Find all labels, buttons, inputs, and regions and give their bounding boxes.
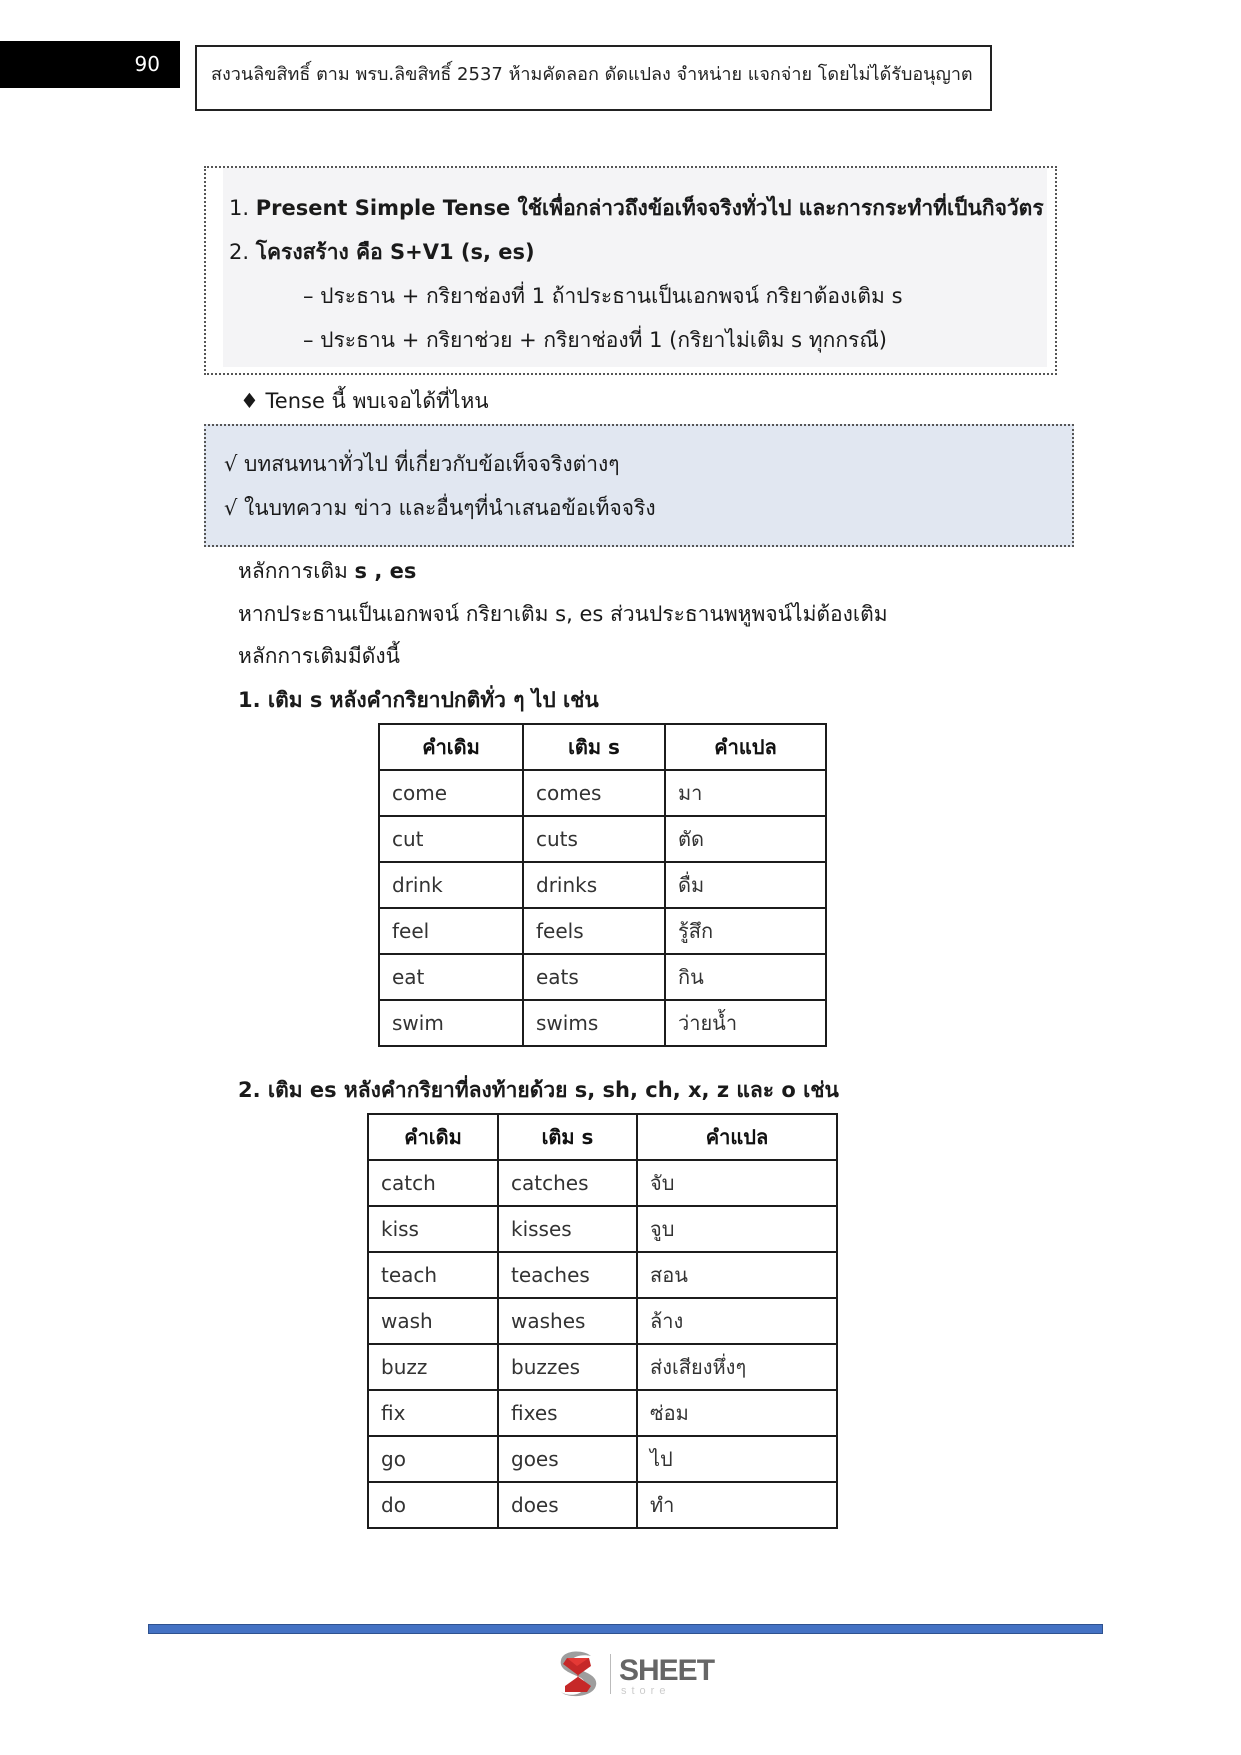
logo-divider [610, 1654, 611, 1694]
meaning-cell: ล้าง [637, 1298, 837, 1344]
where-box [204, 424, 1074, 547]
where-item: √ บทสนทนาทั่วไป ที่เกี่ยวกับข้อเท็จจริงต่างๆ [224, 452, 620, 476]
meaning-cell: ไป [637, 1436, 837, 1482]
base-word-cell: swim [379, 1000, 523, 1046]
table-header-row [379, 724, 826, 770]
table-row [379, 954, 826, 1000]
added-form-cell: does [498, 1482, 637, 1528]
intro-line-1-number: 1. [229, 196, 250, 220]
base-word-cell: come [379, 770, 523, 816]
base-word-cell: eat [379, 954, 523, 1000]
sheet-store-logo [553, 1650, 723, 1698]
added-form-cell: cuts [523, 816, 665, 862]
add-s-table [378, 723, 827, 1047]
base-word-cell: do [368, 1482, 498, 1528]
table-row [368, 1160, 837, 1206]
table-row [379, 816, 826, 862]
table-row [368, 1344, 837, 1390]
table-row [368, 1298, 837, 1344]
meaning-cell: จับ [637, 1160, 837, 1206]
base-word-cell: kiss [368, 1206, 498, 1252]
intro-background [223, 168, 1047, 367]
base-word-cell: go [368, 1436, 498, 1482]
intro-line-1 [229, 192, 1044, 225]
rules-title [238, 555, 416, 588]
table-row [379, 908, 826, 954]
sheet-s-logo-icon [553, 1650, 605, 1698]
added-form-cell: goes [498, 1436, 637, 1482]
meaning-cell: กิน [665, 954, 826, 1000]
structure-bullet-1: – ประธาน + กริยาช่องที่ 1 ถ้าประธานเป็นเอกพจน์ กริยาต้องเติม s [303, 284, 903, 308]
where-item: √ ในบทความ ข่าว และอื่นๆที่นำเสนอข้อเท็จจริง [224, 496, 656, 520]
base-word-cell: teach [368, 1252, 498, 1298]
header-add-s: เติม s [523, 724, 665, 770]
added-form-cell: catches [498, 1160, 637, 1206]
meaning-cell: สอน [637, 1252, 837, 1298]
table-row [368, 1206, 837, 1252]
added-form-cell: drinks [523, 862, 665, 908]
add-es-table [367, 1113, 838, 1529]
base-word-cell: fix [368, 1390, 498, 1436]
added-form-cell: comes [523, 770, 665, 816]
header-add-s: เติม s [498, 1114, 637, 1160]
copyright-notice: สงวนลิขสิทธิ์ ตาม พรบ.ลิขสิทธิ์ 2537 ห้ามคัดลอก ดัดแปลง จำหน่าย แจกจ่าย โดยไม่ได้รับอนุญาต [195, 45, 992, 111]
added-form-cell: feels [523, 908, 665, 954]
page-number: 90 [0, 41, 180, 88]
added-form-cell: eats [523, 954, 665, 1000]
meaning-cell: ตัด [665, 816, 826, 862]
header-base-word: คำเดิม [379, 724, 523, 770]
added-form-cell: swims [523, 1000, 665, 1046]
diamond-icon: ♦ [240, 389, 259, 413]
rule-2-heading: 2. เติม es หลังคำกริยาที่ลงท้ายด้วย s, sh, ch, x, z และ o เช่น [238, 1078, 839, 1102]
table-row [379, 1000, 826, 1046]
header-base-word: คำเดิม [368, 1114, 498, 1160]
rules-description: หากประธานเป็นเอกพจน์ กริยาเติม s, es ส่วนประธานพหูพจน์ไม่ต้องเติม [238, 602, 888, 626]
meaning-cell: จูบ [637, 1206, 837, 1252]
table-header-row [368, 1114, 837, 1160]
structure-bullet-2: – ประธาน + กริยาช่วย + กริยาช่องที่ 1 (กริยาไม่เติม s ทุกกรณี) [303, 328, 887, 352]
table-row [379, 862, 826, 908]
intro-line-2 [229, 236, 535, 269]
added-form-cell: buzzes [498, 1344, 637, 1390]
rules-title-thai: หลักการเติม [238, 559, 355, 583]
intro-line-2-number: 2. [229, 240, 250, 264]
table-row [368, 1390, 837, 1436]
table-row [379, 770, 826, 816]
base-word-cell: buzz [368, 1344, 498, 1390]
base-word-cell: drink [379, 862, 523, 908]
footer-divider-bar [148, 1624, 1103, 1634]
logo-name: SHEET [619, 1654, 715, 1687]
rules-intro: หลักการเติมมีดังนี้ [238, 644, 400, 668]
base-word-cell: wash [368, 1298, 498, 1344]
meaning-cell: ดื่ม [665, 862, 826, 908]
added-form-cell: teaches [498, 1252, 637, 1298]
meaning-cell: ทำ [637, 1482, 837, 1528]
intro-line-2-text: โครงสร้าง คือ S+V1 (s, es) [255, 240, 535, 264]
table-row [368, 1482, 837, 1528]
meaning-cell: รู้สึก [665, 908, 826, 954]
meaning-cell: ว่ายน้ำ [665, 1000, 826, 1046]
logo-subtitle: store [621, 1685, 671, 1697]
rules-title-bold: s , es [354, 559, 417, 583]
where-heading-text: Tense นี้ พบเจอได้ที่ไหน [265, 389, 489, 413]
base-word-cell: feel [379, 908, 523, 954]
added-form-cell: fixes [498, 1390, 637, 1436]
base-word-cell: cut [379, 816, 523, 862]
intro-box [204, 166, 1057, 375]
meaning-cell: ซ่อม [637, 1390, 837, 1436]
table-row [368, 1436, 837, 1482]
added-form-cell: kisses [498, 1206, 637, 1252]
meaning-cell: มา [665, 770, 826, 816]
intro-line-1-text: Present Simple Tense ใช้เพื่อกล่าวถึงข้อเท็จจริงทั่วไป และการกระทำที่เป็นกิจวัตร [255, 196, 1044, 220]
meaning-cell: ส่งเสียงหึ่งๆ [637, 1344, 837, 1390]
added-form-cell: washes [498, 1298, 637, 1344]
rule-1-heading: 1. เติม s หลังคำกริยาปกติทั่ว ๆ ไป เช่น [238, 688, 599, 712]
header-meaning: คำแปล [637, 1114, 837, 1160]
table-row [368, 1252, 837, 1298]
where-heading [240, 385, 489, 418]
header-meaning: คำแปล [665, 724, 826, 770]
base-word-cell: catch [368, 1160, 498, 1206]
